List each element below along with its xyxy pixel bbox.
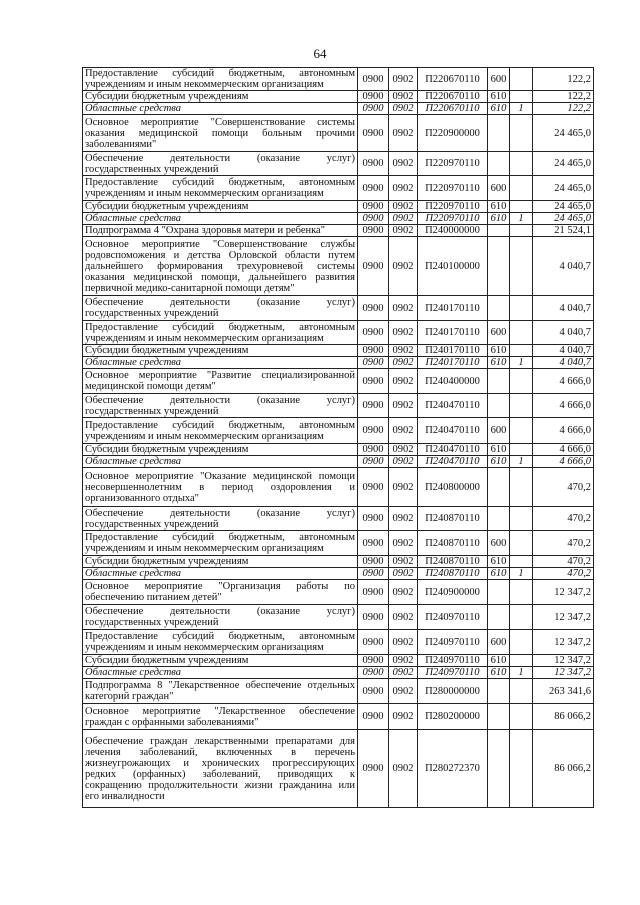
section-code-cell: 0900 [358,605,389,630]
subsection-code-cell: 0902 [389,176,418,201]
target-article-cell: П240870110 [418,556,488,568]
row-name-cell: Областные средства [83,456,358,468]
table-row [83,237,594,296]
section-code-cell: 0900 [358,115,389,152]
subsection-code-cell: 0902 [389,394,418,418]
amount-cell: 24 465,0 [533,115,594,152]
funding-source-cell [510,605,533,630]
funding-source-cell [510,468,533,507]
target-article-cell: П220970110 [418,213,488,225]
table-row [83,296,594,321]
subsection-code-cell: 0902 [389,704,418,730]
table-row [83,225,594,237]
row-name-cell: Субсидии бюджетным учреждениям [83,444,358,456]
funding-source-cell [510,730,533,808]
expense-type-cell: 610 [488,103,510,115]
expense-type-cell: 610 [488,357,510,369]
expense-type-cell [488,237,510,296]
subsection-code-cell: 0902 [389,201,418,213]
expense-type-cell: 610 [488,345,510,357]
table-row [83,68,594,91]
subsection-code-cell: 0902 [389,568,418,580]
row-name-cell: Областные средства [83,667,358,679]
table-row [83,679,594,704]
table-row [83,91,594,103]
amount-cell: 4 040,7 [533,296,594,321]
target-article-cell: П240000000 [418,225,488,237]
amount-cell: 470,2 [533,568,594,580]
amount-cell: 21 524,1 [533,225,594,237]
row-name-cell: Предоставление субсидий бюджетным, автономным учреждениям и иным некоммерческим организациям [83,321,358,345]
table-row [83,531,594,556]
subsection-code-cell: 0902 [389,115,418,152]
subsection-code-cell: 0902 [389,580,418,605]
funding-source-cell: 1 [510,568,533,580]
expense-type-cell: 600 [488,418,510,444]
table-row [83,213,594,225]
budget-table [82,67,594,808]
row-name-cell: Субсидии бюджетным учреждениям [83,91,358,103]
amount-cell: 4 666,0 [533,444,594,456]
section-code-cell: 0900 [358,556,389,568]
expense-type-cell: 600 [488,630,510,655]
section-code-cell: 0900 [358,225,389,237]
target-article-cell: П240970110 [418,605,488,630]
subsection-code-cell: 0902 [389,507,418,531]
target-article-cell: П240870110 [418,568,488,580]
funding-source-cell [510,225,533,237]
funding-source-cell: 1 [510,357,533,369]
section-code-cell: 0900 [358,394,389,418]
table-row [83,667,594,679]
section-code-cell: 0900 [358,704,389,730]
subsection-code-cell: 0902 [389,630,418,655]
target-article-cell: П240970110 [418,667,488,679]
section-code-cell: 0900 [358,568,389,580]
expense-type-cell [488,704,510,730]
row-name-cell: Основное мероприятие "Лекарственное обеспечение граждан с орфанными заболеваниями" [83,704,358,730]
section-code-cell: 0900 [358,296,389,321]
table-row [83,369,594,394]
amount-cell: 4 040,7 [533,321,594,345]
budget-table-body [83,68,594,808]
section-code-cell: 0900 [358,444,389,456]
target-article-cell: П240170110 [418,321,488,345]
table-row [83,201,594,213]
expense-type-cell [488,225,510,237]
expense-type-cell: 600 [488,321,510,345]
amount-cell: 4 666,0 [533,418,594,444]
target-article-cell: П240970110 [418,655,488,667]
amount-cell: 24 465,0 [533,201,594,213]
target-article-cell: П240970110 [418,630,488,655]
table-row [83,468,594,507]
expense-type-cell [488,468,510,507]
table-row [83,152,594,176]
funding-source-cell [510,704,533,730]
target-article-cell: П240470110 [418,444,488,456]
expense-type-cell [488,605,510,630]
subsection-code-cell: 0902 [389,655,418,667]
funding-source-cell [510,296,533,321]
table-row [83,103,594,115]
table-row [83,730,594,808]
section-code-cell: 0900 [358,507,389,531]
funding-source-cell [510,68,533,91]
funding-source-cell [510,321,533,345]
subsection-code-cell: 0902 [389,730,418,808]
target-article-cell: П240170110 [418,296,488,321]
funding-source-cell [510,630,533,655]
subsection-code-cell: 0902 [389,237,418,296]
subsection-code-cell: 0902 [389,418,418,444]
amount-cell: 24 465,0 [533,213,594,225]
target-article-cell: П240170110 [418,345,488,357]
section-code-cell: 0900 [358,91,389,103]
section-code-cell: 0900 [358,152,389,176]
amount-cell: 86 066,2 [533,730,594,808]
amount-cell: 4 040,7 [533,345,594,357]
table-row [83,345,594,357]
target-article-cell: П220670110 [418,68,488,91]
row-name-cell: Основное мероприятие "Оказание медицинской помощи несовершеннолетним в период оздоровления и организованного отдыха" [83,468,358,507]
table-row [83,580,594,605]
funding-source-cell [510,444,533,456]
target-article-cell: П240400000 [418,369,488,394]
subsection-code-cell: 0902 [389,68,418,91]
section-code-cell: 0900 [358,531,389,556]
expense-type-cell [488,115,510,152]
table-row [83,176,594,201]
expense-type-cell: 610 [488,91,510,103]
table-row [83,507,594,531]
section-code-cell: 0900 [358,176,389,201]
table-row [83,321,594,345]
subsection-code-cell: 0902 [389,468,418,507]
section-code-cell: 0900 [358,369,389,394]
section-code-cell: 0900 [358,345,389,357]
target-article-cell: П240900000 [418,580,488,605]
amount-cell: 122,2 [533,103,594,115]
funding-source-cell: 1 [510,667,533,679]
row-name-cell: Основное мероприятие "Развитие специализированной медицинской помощи детям" [83,369,358,394]
target-article-cell: П240870110 [418,507,488,531]
expense-type-cell: 610 [488,667,510,679]
amount-cell: 12 347,2 [533,580,594,605]
row-name-cell: Обеспечение граждан лекарственными препаратами для лечения заболеваний, включенных в перечень жизнеугрожающих и хронических прогрессирующих редких (орфанных) заболеваний, приводящих к сокращению продолжительности жизни гражданина или его инвалидности [83,730,358,808]
row-name-cell: Субсидии бюджетным учреждениям [83,556,358,568]
table-row [83,115,594,152]
section-code-cell: 0900 [358,667,389,679]
subsection-code-cell: 0902 [389,556,418,568]
target-article-cell: П220970110 [418,176,488,201]
row-name-cell: Областные средства [83,357,358,369]
section-code-cell: 0900 [358,321,389,345]
funding-source-cell [510,345,533,357]
row-name-cell: Основное мероприятие "Организация работы по обеспечению питанием детей" [83,580,358,605]
subsection-code-cell: 0902 [389,296,418,321]
funding-source-cell [510,152,533,176]
section-code-cell: 0900 [358,679,389,704]
funding-source-cell [510,580,533,605]
target-article-cell: П280000000 [418,679,488,704]
funding-source-cell [510,679,533,704]
funding-source-cell [510,556,533,568]
row-name-cell: Областные средства [83,213,358,225]
funding-source-cell [510,418,533,444]
expense-type-cell [488,296,510,321]
section-code-cell: 0900 [358,730,389,808]
target-article-cell: П280272370 [418,730,488,808]
funding-source-cell [510,655,533,667]
table-row [83,704,594,730]
row-name-cell: Предоставление субсидий бюджетным, автономным учреждениям и иным некоммерческим организациям [83,176,358,201]
row-name-cell: Основное мероприятие "Совершенствование системы оказания медицинской помощи больным прочими заболеваниями" [83,115,358,152]
section-code-cell: 0900 [358,68,389,91]
table-row [83,444,594,456]
subsection-code-cell: 0902 [389,91,418,103]
funding-source-cell [510,369,533,394]
amount-cell: 263 341,6 [533,679,594,704]
subsection-code-cell: 0902 [389,321,418,345]
expense-type-cell: 600 [488,176,510,201]
expense-type-cell [488,580,510,605]
subsection-code-cell: 0902 [389,444,418,456]
funding-source-cell [510,115,533,152]
subsection-code-cell: 0902 [389,345,418,357]
expense-type-cell: 600 [488,68,510,91]
amount-cell: 470,2 [533,556,594,568]
expense-type-cell: 610 [488,556,510,568]
amount-cell: 24 465,0 [533,152,594,176]
target-article-cell: П220970110 [418,152,488,176]
expense-type-cell: 610 [488,456,510,468]
row-name-cell: Обеспечение деятельности (оказание услуг) государственных учреждений [83,605,358,630]
target-article-cell: П240470110 [418,418,488,444]
row-name-cell: Субсидии бюджетным учреждениям [83,201,358,213]
amount-cell: 12 347,2 [533,630,594,655]
table-row [83,394,594,418]
subsection-code-cell: 0902 [389,213,418,225]
table-row [83,655,594,667]
target-article-cell: П220900000 [418,115,488,152]
funding-source-cell: 1 [510,213,533,225]
expense-type-cell [488,507,510,531]
funding-source-cell [510,176,533,201]
expense-type-cell [488,369,510,394]
table-row [83,456,594,468]
section-code-cell: 0900 [358,580,389,605]
target-article-cell: П220670110 [418,103,488,115]
section-code-cell: 0900 [358,357,389,369]
subsection-code-cell: 0902 [389,225,418,237]
row-name-cell: Обеспечение деятельности (оказание услуг) государственных учреждений [83,152,358,176]
target-article-cell: П240870110 [418,531,488,556]
funding-source-cell [510,201,533,213]
section-code-cell: 0900 [358,456,389,468]
amount-cell: 4 040,7 [533,357,594,369]
row-name-cell: Субсидии бюджетным учреждениям [83,655,358,667]
target-article-cell: П240470110 [418,456,488,468]
funding-source-cell [510,91,533,103]
amount-cell: 4 666,0 [533,394,594,418]
amount-cell: 122,2 [533,91,594,103]
subsection-code-cell: 0902 [389,357,418,369]
amount-cell: 86 066,2 [533,704,594,730]
table-row [83,605,594,630]
expense-type-cell: 610 [488,213,510,225]
expense-type-cell: 610 [488,444,510,456]
row-name-cell: Областные средства [83,103,358,115]
expense-type-cell: 600 [488,531,510,556]
funding-source-cell: 1 [510,456,533,468]
row-name-cell: Обеспечение деятельности (оказание услуг) государственных учреждений [83,507,358,531]
row-name-cell: Подпрограмма 8 "Лекарственное обеспечение отдельных категорий граждан" [83,679,358,704]
amount-cell: 122,2 [533,68,594,91]
amount-cell: 470,2 [533,468,594,507]
target-article-cell: П220970110 [418,201,488,213]
subsection-code-cell: 0902 [389,103,418,115]
row-name-cell: Предоставление субсидий бюджетным, автономным учреждениям и иным некоммерческим организациям [83,531,358,556]
section-code-cell: 0900 [358,201,389,213]
subsection-code-cell: 0902 [389,531,418,556]
amount-cell: 4 666,0 [533,369,594,394]
table-row [83,568,594,580]
row-name-cell: Основное мероприятие "Совершенствование службы родовспоможения и детства Орловской области путем дальнейшего формирования трехуровневой системы оказания медицинской помощи, дальнейшего развития первичной медико-санитарной помощи детям" [83,237,358,296]
expense-type-cell: 610 [488,201,510,213]
target-article-cell: П240470110 [418,394,488,418]
expense-type-cell [488,730,510,808]
amount-cell: 470,2 [533,507,594,531]
target-article-cell: П240170110 [418,357,488,369]
expense-type-cell [488,679,510,704]
row-name-cell: Предоставление субсидий бюджетным, автономным учреждениям и иным некоммерческим организациям [83,68,358,91]
section-code-cell: 0900 [358,630,389,655]
amount-cell: 4 666,0 [533,456,594,468]
target-article-cell: П240100000 [418,237,488,296]
section-code-cell: 0900 [358,213,389,225]
amount-cell: 24 465,0 [533,176,594,201]
table-row [83,556,594,568]
table-row [83,630,594,655]
section-code-cell: 0900 [358,655,389,667]
subsection-code-cell: 0902 [389,369,418,394]
funding-source-cell: 1 [510,103,533,115]
expense-type-cell: 610 [488,655,510,667]
expense-type-cell [488,152,510,176]
section-code-cell: 0900 [358,237,389,296]
row-name-cell: Предоставление субсидий бюджетным, автономным учреждениям и иным некоммерческим организациям [83,630,358,655]
funding-source-cell [510,394,533,418]
subsection-code-cell: 0902 [389,152,418,176]
funding-source-cell [510,531,533,556]
amount-cell: 4 040,7 [533,237,594,296]
subsection-code-cell: 0902 [389,667,418,679]
amount-cell: 12 347,2 [533,605,594,630]
subsection-code-cell: 0902 [389,605,418,630]
funding-source-cell [510,507,533,531]
target-article-cell: П220670110 [418,91,488,103]
amount-cell: 12 347,2 [533,655,594,667]
row-name-cell: Обеспечение деятельности (оказание услуг) государственных учреждений [83,296,358,321]
expense-type-cell [488,394,510,418]
funding-source-cell [510,237,533,296]
row-name-cell: Предоставление субсидий бюджетным, автономным учреждениям и иным некоммерческим организациям [83,418,358,444]
target-article-cell: П280200000 [418,704,488,730]
expense-type-cell: 610 [488,568,510,580]
subsection-code-cell: 0902 [389,679,418,704]
row-name-cell: Подпрограмма 4 "Охрана здоровья матери и ребенка" [83,225,358,237]
section-code-cell: 0900 [358,468,389,507]
row-name-cell: Субсидии бюджетным учреждениям [83,345,358,357]
amount-cell: 470,2 [533,531,594,556]
table-row [83,357,594,369]
row-name-cell: Областные средства [83,568,358,580]
amount-cell: 12 347,2 [533,667,594,679]
table-row [83,418,594,444]
row-name-cell: Обеспечение деятельности (оказание услуг) государственных учреждений [83,394,358,418]
page-number: 64 [313,46,327,61]
section-code-cell: 0900 [358,103,389,115]
subsection-code-cell: 0902 [389,456,418,468]
section-code-cell: 0900 [358,418,389,444]
target-article-cell: П240800000 [418,468,488,507]
